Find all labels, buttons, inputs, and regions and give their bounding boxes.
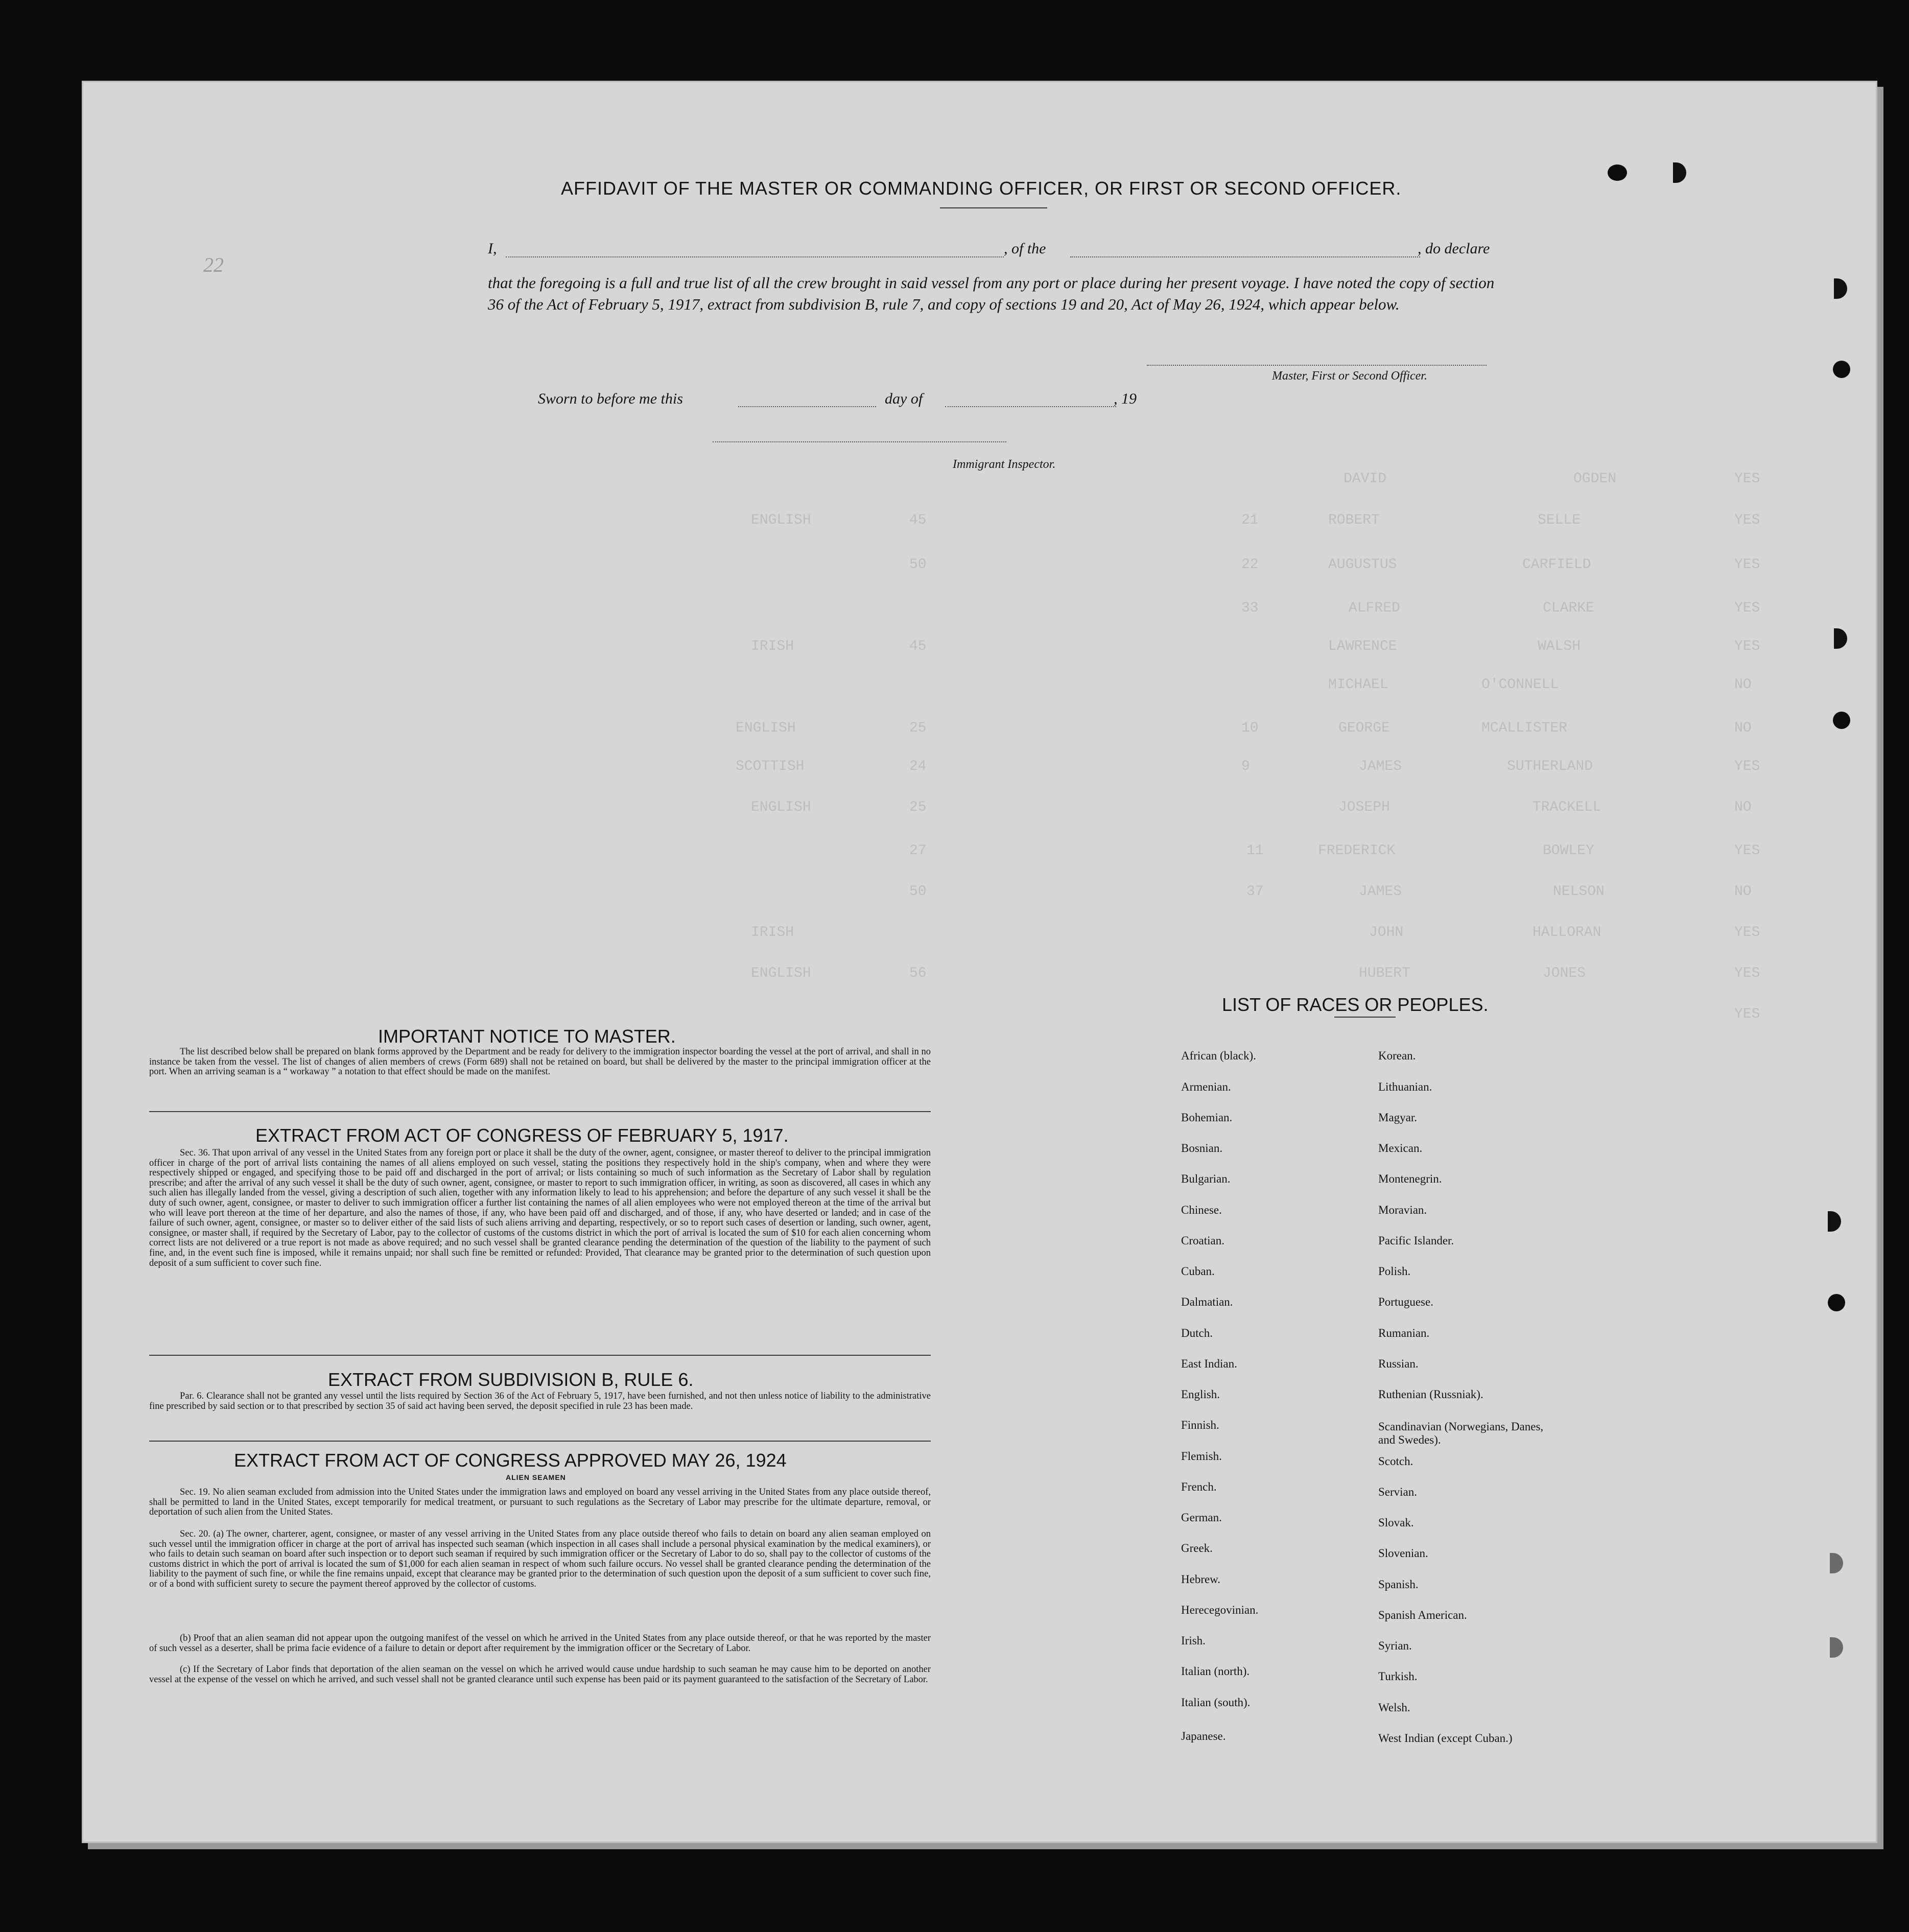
race-item: Spanish. [1378,1578,1419,1591]
race-item: Russian. [1378,1357,1419,1370]
race-item: Bohemian. [1181,1111,1233,1124]
extract-1924-sec19: Sec. 19. No alien seaman excluded from admission into the United States under the immigration laws and employed on board any vessel arriving in the United States from any place outside thereof, shall be permitted to land in the United States, except temporarily for medical treatment, or pursuant to such regulations as the Secretary of Labor may prescribe for the ultimate departure, removal, or deportation of such alien from the United States. [149,1487,931,1518]
race-item: Hebrew. [1181,1573,1221,1586]
race-item: Slovenian. [1378,1547,1428,1560]
extract-1924-title: EXTRACT FROM ACT OF CONGRESS APPROVED MAY 26, 1924 [234,1450,787,1471]
vessel-name-field[interactable] [1070,255,1420,257]
rule6-title: EXTRACT FROM SUBDIVISION B, RULE 6. [328,1369,694,1390]
sworn-day-of-label: day of [885,390,923,407]
races-title-underline [1334,1017,1396,1018]
extract-1924-subtitle: ALIEN SEAMEN [506,1473,566,1481]
inspector-signature-label: Immigrant Inspector. [953,458,1056,471]
race-item: Finnish. [1181,1419,1219,1431]
notice-divider [149,1111,931,1112]
race-item: African (black). [1181,1049,1256,1062]
race-item: Turkish. [1378,1670,1418,1683]
officer-signature-field[interactable] [1147,364,1487,366]
race-item: Syrian. [1378,1639,1412,1652]
notice-text: The list described below shall be prepared on blank forms approved by the Department and be ready for delivery to the immigration inspector boarding the vessel at the port of arrival, and shall in no instance be taken from the vessel. The list of changes of alien members of crews (Form 689) shall not be retained on board, but shall be delivered by the master to the principal immigration officer at the port. When an arriving seaman is a “ workaway ” a notation to that effect should be made on the manifest. [149,1047,931,1077]
race-item: Pacific Islander. [1378,1234,1454,1247]
race-item: Welsh. [1378,1701,1410,1714]
rule6-divider [149,1441,931,1442]
inspector-signature-field[interactable] [713,440,1006,442]
race-item: Lithuanian. [1378,1080,1432,1093]
race-item: Dalmatian. [1181,1295,1233,1308]
race-item: Croatian. [1181,1234,1224,1247]
race-item: Slovak. [1378,1516,1414,1529]
affidavit-title: AFFIDAVIT OF THE MASTER OR COMMANDING OFFICER, OR FIRST OR SECOND OFFICER. [561,178,1402,199]
extract-1924-sec20b: (b) Proof that an alien seaman did not appear upon the outgoing manifest of the vessel on which he arrived in the United States from any place outside thereof, or that he was reported by the master of such vessel as a deserter, shall be prima facie evidence of a failure to detain or deport after requirement by the immigration officer or the Secretary of Labor. [149,1633,931,1654]
extract-1924-sec20a: Sec. 20. (a) The owner, charterer, agent, consignee, or master of any vessel arriving in the United States from any place outside thereof who fails to detain on board any alien seaman employed on such vessel until the immigration officer in charge at the port of arrival has inspected such seaman (which inspection in all cases shall include a personal physical examination by the medical examiners), or who fails to detain such seaman on board after such inspection or to deport such seaman if required by such immigration officer or the Secretary of Labor to do so, shall pay to the collector of customs of the customs district in which the port of arrival is located the sum of $1,000 for each alien seaman in respect of whom such failure occurs. No vessel shall be granted clearance pending the determination of the liability to the payment of such fine, or while the fine remains unpaid, except that clearance may be granted prior to the determination of such question upon the deposit of a sum sufficient to cover such fine, or of a bond with sufficient surety to secure the payment thereof approved by the collector of customs. [149,1529,931,1589]
race-item: Cuban. [1181,1265,1215,1278]
extract-1917-title: EXTRACT FROM ACT OF CONGRESS OF FEBRUARY 5, 1917. [255,1125,789,1146]
extract-1917-divider [149,1355,931,1356]
race-item: Japanese. [1181,1730,1226,1742]
sworn-month-field[interactable] [945,405,1116,407]
race-item: Spanish American. [1378,1609,1467,1621]
race-item: Dutch. [1181,1327,1213,1339]
race-item: Portuguese. [1378,1295,1433,1308]
notice-title: IMPORTANT NOTICE TO MASTER. [378,1026,676,1047]
race-item: East Indian. [1181,1357,1237,1370]
race-item: Scotch. [1378,1455,1413,1468]
race-item: Greek. [1181,1542,1213,1554]
race-item: German. [1181,1511,1222,1524]
extract-1917-text: Sec. 36. That upon arrival of any vessel in the United States from any foreign port or place it shall be the duty of the owner, agent, consignee, or master thereof to deliver to the principal immigration officer in charge of the port of arrival lists containing the names of all aliens employed on such vessel, stating the positions they respectively hold in the ship's company, when and where they were respectively shipped or engaged, and specifying those to be paid off and discharged in the port of arrival; or lists containing so much of such information as the Secretary of Labor shall by regulation prescribe; and after the arrival of any such vessel it shall be the duty of such owner, agent, consignee, or master to report to such immigration officer, in writing, as soon as discovered, all cases in which any such alien has illegally landed from the vessel, giving a description of such alien, together with any information likely to lead to his apprehension; and before the departure of any such vessel it shall be the duty of such owner, agent, consignee, or master to deliver to such immigration officer a further list containing the names of all alien employees who were not employed thereon at the time of the arrival but who will leave port thereon at the time of her departure, and also the names of those, if any, who have been paid off and discharged, and of those, if any, who have deserted or landed; and in case of the failure of such owner, agent, consignee, or master so to deliver either of the said lists of such aliens arriving and departing, respectively, or so to report such cases of desertion or landing, such owner, agent, consignee, or master shall, if required by the Secretary of Labor, pay to the collector of customs of the customs district in which the port of arrival is located the sum of $10 for each alien concerning whom correct lists are not delivered or a true report is not made as above required; and no such vessel shall be granted clearance pending the determination of the question of the liability to the payment of such fine, and, in the event such fine is imposed, while it remains unpaid; nor shall such fine be remitted or refunded: Provided, That clearance may be granted prior to the determination of such question upon deposit of a sum sufficient to cover such fine. [149,1148,931,1268]
race-item: Chinese. [1181,1204,1222,1216]
sworn-day-field[interactable] [738,405,876,407]
race-item: English. [1181,1388,1220,1401]
races-title: LIST OF RACES OR PEOPLES. [1222,994,1489,1015]
race-item: Montenegrin. [1378,1172,1442,1185]
race-item: Armenian. [1181,1080,1231,1093]
race-item: Scandinavian (Norwegians, Danes, and Swedes). [1378,1420,1544,1446]
extract-1924-sec20c: (c) If the Secretary of Labor finds that deportation of the alien seaman on the vessel on which he arrived would cause undue hardship to such seaman he may cause him to be deported on another vessel at the expense of the vessel on which he arrived, and such vessel shall not be granted clearance until such expense has been paid or its payment guaranteed to the satisfaction of the Secretary of Labor. [149,1664,931,1685]
declarant-name-field[interactable] [506,255,1004,257]
race-item: West Indian (except Cuban.) [1378,1732,1513,1745]
race-item: Herecegovinian. [1181,1604,1259,1616]
race-item: Polish. [1378,1265,1411,1278]
sworn-year-label: , 19 [1114,390,1137,407]
title-underline [940,207,1047,208]
officer-signature-label: Master, First or Second Officer. [1272,369,1427,383]
race-item: Korean. [1378,1049,1416,1062]
margin-page-number: 22 [203,253,224,276]
race-item: Bosnian. [1181,1142,1223,1155]
race-item: Rumanian. [1378,1327,1430,1339]
sworn-prefix: Sworn to before me this [538,390,683,407]
race-item: Mexican. [1378,1142,1423,1155]
race-item: Flemish. [1181,1450,1222,1463]
race-item: Irish. [1181,1634,1206,1647]
rule6-text: Par. 6. Clearance shall not be granted any vessel until the lists required by Section 36 of the Act of February 5, 1917, have been furnished, and not then unless notice of liability to the administrative fine prescribed by said section or to that prescribed by section 35 of said act having been served, the deposit specified in rule 23 has been made. [149,1391,931,1411]
race-item: Italian (north). [1181,1665,1250,1678]
do-declare-label: , do declare [1418,240,1490,257]
race-item: French. [1181,1480,1217,1493]
race-item: Magyar. [1378,1111,1418,1124]
race-item: Bulgarian. [1181,1172,1231,1185]
race-item: Italian (south). [1181,1696,1251,1709]
affidavit-statement: that the foregoing is a full and true list of all the crew brought in said vessel from any port or place during her present voyage. I have noted the copy of section 36 of the Act of February 5, 1917, extract from subdivision B, rule 7, and copy of sections 19 and 20, Act of May 26, 1924, which appear below. [488,274,1495,313]
race-item: Moravian. [1378,1204,1427,1216]
of-the-label: , of the [1004,240,1046,257]
race-item: Ruthenian (Russniak). [1378,1388,1483,1401]
declarant-prefix: I, [488,240,497,257]
race-item: Servian. [1378,1486,1418,1498]
